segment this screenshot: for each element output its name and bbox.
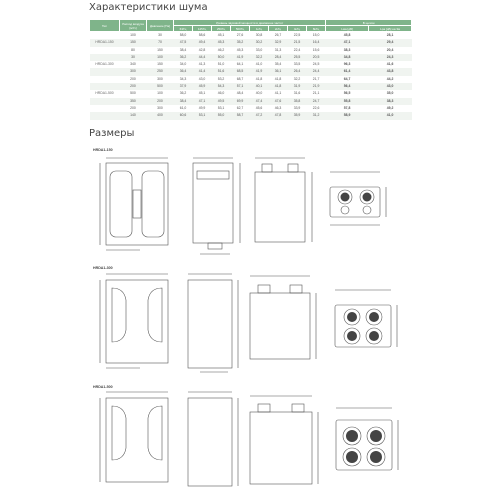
- table-cell: 47,2: [250, 112, 269, 119]
- table-cell: 25,5: [288, 54, 307, 61]
- table-cell: 35,8: [288, 98, 307, 105]
- drawing-300-back: [250, 276, 316, 359]
- drawing-300-side: [188, 274, 238, 372]
- table-cell: 31,9: [288, 83, 307, 90]
- table-cell: 53,2: [217, 76, 225, 81]
- table-cell: 41,1: [274, 91, 282, 96]
- table-cell: 49,5: [212, 98, 231, 105]
- table-cell: 46,3: [274, 105, 282, 110]
- table-cell: 62,7: [236, 105, 244, 110]
- header-octave-group: Уровень звуковой мощности в диапазоне частот: [174, 20, 326, 26]
- table-cell: 41,8: [274, 76, 282, 81]
- table-cell: 50,0: [212, 54, 231, 61]
- table-cell: 68,7: [236, 76, 244, 81]
- table-cell: 47,8: [269, 112, 288, 119]
- table-cell: 38,3: [343, 47, 351, 52]
- table-cell: 21,7: [312, 76, 320, 81]
- header-pressure: Давление [Па]: [147, 20, 174, 32]
- table-cell: 31,3: [274, 47, 282, 52]
- table-cell: 350: [120, 98, 147, 105]
- cell-type: HRDA1-150: [90, 39, 120, 46]
- header-type: Тип: [90, 20, 120, 32]
- drawing-150-side: [193, 158, 240, 254]
- header-octave: 500Гц: [231, 26, 250, 32]
- table-cell: 49,4: [193, 39, 212, 46]
- table-cell: 200: [130, 105, 136, 110]
- table-cell: 53,1: [193, 112, 212, 119]
- table-cell: 20,4: [386, 47, 394, 52]
- table-cell: 26,7: [274, 33, 282, 37]
- table-cell: 15,0: [312, 33, 320, 37]
- table-cell: 96,3: [343, 62, 351, 67]
- table-cell: 53,1: [217, 105, 225, 110]
- table-cell: 21,9: [307, 83, 326, 90]
- table-cell: 22,4: [293, 47, 301, 52]
- table-cell: 300: [120, 68, 147, 75]
- cell-type: HRDA1-300: [95, 62, 114, 67]
- table-cell: 47,1: [193, 98, 212, 105]
- table-cell: 20,5: [307, 54, 326, 61]
- table-cell: 33,0: [255, 47, 263, 52]
- header-octave: 1кГц: [250, 26, 269, 32]
- table-cell: 45,9: [193, 83, 212, 90]
- cell-type: HRDA1-500: [95, 91, 114, 96]
- table-cell: 15,6: [312, 47, 320, 52]
- header-octave: 4кГц: [288, 26, 307, 32]
- table-cell: 41,9: [250, 68, 269, 75]
- drawing-300-front: [100, 274, 168, 368]
- table-cell: 44,2: [386, 76, 394, 81]
- drawing-150-top: [330, 172, 386, 225]
- drawing-150-front: [100, 158, 168, 250]
- table-cell: 41,6: [386, 62, 394, 67]
- header-octave: 125Гц: [193, 26, 212, 32]
- table-cell: 32,2: [293, 76, 301, 81]
- table-cell: 35,0: [386, 91, 394, 96]
- table-cell: 30: [120, 54, 147, 61]
- table-cell: 55,8: [326, 98, 369, 105]
- table-cell: 43,8: [369, 68, 412, 75]
- table-cell: 41,8: [255, 76, 263, 81]
- table-cell: 30,2: [250, 39, 269, 46]
- table-cell: 21,1: [312, 91, 320, 96]
- table-cell: 40,0: [255, 91, 263, 96]
- table-cell: 150: [157, 47, 163, 52]
- table-cell: 28,1: [386, 33, 394, 37]
- table-cell: 45,8: [343, 33, 351, 37]
- table-cell: 47,6: [269, 98, 288, 105]
- table-cell: 42,8: [198, 47, 206, 52]
- table-cell: 24,5: [312, 62, 320, 67]
- table-cell: 48,4: [236, 91, 244, 96]
- table-cell: 30: [158, 33, 162, 37]
- table-cell: 60,6: [174, 112, 193, 119]
- table-cell: 49,2: [386, 105, 394, 110]
- table-cell: 49,9: [198, 105, 206, 110]
- header-outside-group: В целом: [326, 20, 412, 26]
- table-cell: 68,5: [231, 68, 250, 75]
- table-cell: 31,2: [307, 112, 326, 119]
- table-cell: 32,9: [269, 39, 288, 46]
- table-cell: 36,4: [174, 68, 193, 75]
- table-cell: 30,8: [255, 33, 263, 37]
- table-cell: 58,7: [231, 112, 250, 119]
- header-octave: 250Гц: [212, 26, 231, 32]
- table-cell: 36,2: [174, 54, 193, 61]
- table-cell: 55,0: [212, 112, 231, 119]
- table-cell: 24,3: [369, 54, 412, 61]
- table-cell: 300: [157, 105, 163, 110]
- model-label: HRDA1-300: [93, 266, 113, 270]
- drawing-500-top: [336, 408, 398, 470]
- header-octave: 8кГц: [307, 26, 326, 32]
- table-cell: 16,4: [307, 39, 326, 46]
- table-cell: 22,6: [312, 105, 320, 110]
- table-cell: 150: [120, 39, 147, 46]
- table-cell: 150: [157, 62, 163, 67]
- drawing-300-top: [335, 290, 397, 347]
- table-cell: 43,0: [369, 83, 412, 90]
- table-cell: 100: [147, 54, 174, 61]
- table-cell: 31,6: [293, 91, 301, 96]
- table-cell: 24,7: [307, 98, 326, 105]
- table-cell: 70: [147, 39, 174, 46]
- table-cell: 200: [130, 76, 136, 81]
- header-lp: Lpa [дБ] на 3м: [369, 26, 412, 32]
- header-octave: 63Гц: [174, 26, 193, 32]
- table-cell: 45,1: [217, 33, 225, 37]
- table-cell: 51,0: [217, 62, 225, 67]
- noise-section-title: Характеристики шума: [89, 2, 208, 13]
- table-cell: 64,1: [236, 62, 244, 67]
- table-cell: 47,1: [326, 39, 369, 46]
- table-cell: 40,1: [250, 83, 269, 90]
- table-cell: 33,5: [293, 62, 301, 67]
- drawing-500-back: [250, 396, 318, 484]
- table-cell: 56,4: [326, 83, 369, 90]
- table-cell: 41,4: [193, 68, 212, 75]
- table-cell: 29,4: [369, 39, 412, 46]
- table-cell: 47,5: [174, 39, 193, 46]
- table-cell: 54,3: [212, 83, 231, 90]
- table-cell: 500: [147, 83, 174, 90]
- table-cell: 35,4: [274, 62, 282, 67]
- table-cell: 27,6: [236, 33, 244, 37]
- table-cell: 41,8: [269, 83, 288, 90]
- table-cell: 56,5: [343, 91, 351, 96]
- table-cell: 21,5: [288, 39, 307, 46]
- table-cell: 51,6: [212, 68, 231, 75]
- table-cell: 45,3: [236, 47, 244, 52]
- table-cell: 45,3: [212, 39, 231, 46]
- table-cell: 22,5: [293, 33, 301, 37]
- table-cell: 69,9: [231, 98, 250, 105]
- table-cell: 340: [130, 62, 136, 67]
- header-octave: 2кГц: [269, 26, 288, 32]
- table-cell: 26,4: [288, 68, 307, 75]
- table-cell: 64,7: [343, 76, 351, 81]
- table-cell: 37,9: [174, 83, 193, 90]
- table-cell: 47,4: [250, 98, 269, 105]
- table-cell: 34,3: [179, 76, 187, 81]
- table-cell: 100: [157, 91, 163, 96]
- table-cell: 38,4: [174, 98, 193, 105]
- table-cell: 35,9: [288, 112, 307, 119]
- table-cell: 250: [147, 68, 174, 75]
- table-cell: 46,0: [217, 91, 225, 96]
- model-label: HRDA1-150: [93, 148, 113, 152]
- table-cell: 46,2: [217, 47, 225, 52]
- header-airflow: Расход воздуха [м³/ч]: [120, 20, 147, 32]
- table-cell: 400: [147, 112, 174, 119]
- table-cell: 100: [130, 33, 136, 37]
- table-cell: 36,2: [179, 91, 187, 96]
- table-cell: 38,3: [369, 98, 412, 105]
- table-cell: 140: [120, 112, 147, 119]
- table-cell: 45,1: [198, 91, 206, 96]
- table-cell: 200: [120, 83, 147, 90]
- table-cell: 34,8: [326, 54, 369, 61]
- table-cell: 24,4: [307, 68, 326, 75]
- table-cell: 58,9: [326, 112, 369, 119]
- header-lw: Lwa [дБ]: [326, 26, 369, 32]
- drawing-500-side: [188, 392, 238, 486]
- model-label: HRDA1-500: [93, 385, 113, 389]
- drawing-500-front: [100, 392, 168, 482]
- table-cell: 300: [157, 76, 163, 81]
- table-cell: 500: [130, 91, 136, 96]
- table-cell: 57,1: [231, 83, 250, 90]
- table-cell: 36,1: [269, 68, 288, 75]
- table-cell: 58,6: [198, 33, 206, 37]
- table-cell: 34,0: [179, 62, 187, 67]
- table-cell: 41,0: [369, 112, 412, 119]
- table-cell: 57,8: [343, 105, 351, 110]
- table-cell: 35,2: [231, 39, 250, 46]
- table-cell: 80: [131, 47, 135, 52]
- table-cell: 28,4: [269, 54, 288, 61]
- table-cell: 41,0: [255, 62, 263, 67]
- table-cell: 200: [147, 98, 174, 105]
- table-cell: 58,0: [179, 33, 187, 37]
- table-cell: 61,0: [179, 105, 187, 110]
- drawing-150-back: [255, 158, 312, 242]
- table-cell: 43,0: [198, 76, 206, 81]
- table-cell: 61,4: [326, 68, 369, 75]
- table-cell: 33,9: [293, 105, 301, 110]
- table-cell: 38,4: [179, 47, 187, 52]
- dimensions-section-title: Размеры: [89, 128, 135, 139]
- table-cell: 45,6: [255, 105, 263, 110]
- table-cell: 32,2: [250, 54, 269, 61]
- table-cell: 41,3: [198, 62, 206, 67]
- table-cell: 41,9: [231, 54, 250, 61]
- table-cell: 44,4: [193, 54, 212, 61]
